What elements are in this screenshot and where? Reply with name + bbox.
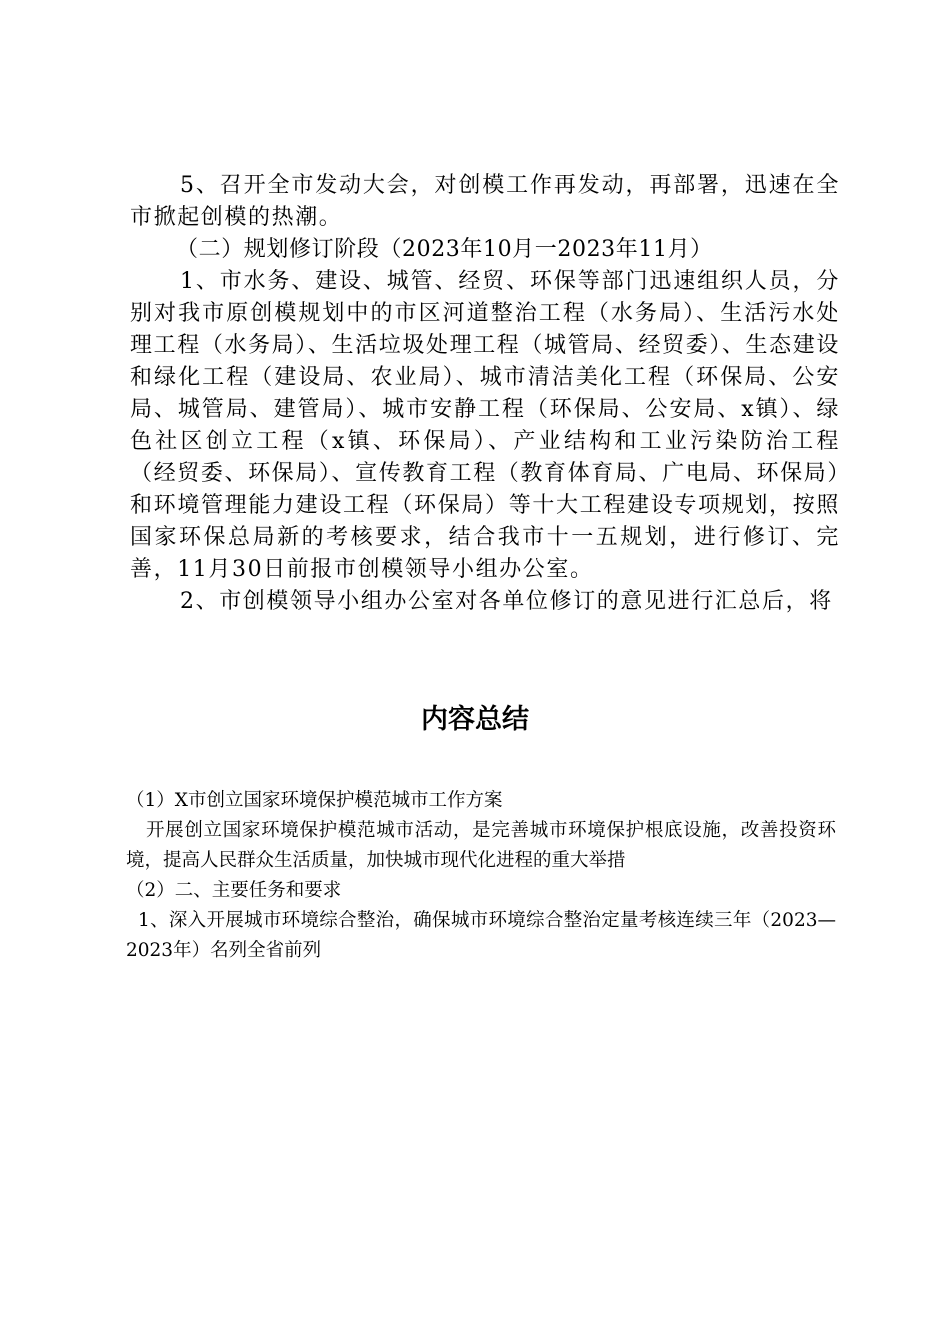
paragraph-departments-revision: 1、市水务、建设、城管、经贸、环保等部门迅速组织人员，分别对我市原创模规划中的市区河道整治工程（水务局）、生活污水处理工程（水务局）、生活垃圾处理工程（城管局、经贸委）、生态建设和绿化工程（建设局、农业局）、城市清洁美化工程（环保局、公安局、城管局、建管局）、城市安静工程（环保局、公安局、x镇）、绿色社区创立工程（x镇、环保局）、产业结构和工业污染防治工程（经贸委、环保局）、宣传教育工程（教育体育局、广电局、环保局）和环境管理能力建设工程（环保局）等十大工程建设专项规划，按照国家环保总局新的考核要求，结合我市十一五规划，进行修订、完善，11月30日前报市创模领导小组办公室。 — [130, 269, 840, 582]
summary-item-1-heading: （1）X市创立国家环境保护模范城市工作方案 — [126, 790, 503, 811]
summary-item-2-heading: （2）二、主要任务和要求 — [126, 880, 342, 901]
document-body — [130, 170, 840, 618]
summary-item-2-text: 1、深入开展城市环境综合整治，确保城市环境综合整治定量考核连续三年（2023—2023年）名列全省前列 — [126, 910, 836, 961]
summary-title: 内容总结 — [421, 704, 529, 735]
paragraph-summary-office: 2、市创模领导小组办公室对各单位修订的意见进行汇总后，将 — [180, 589, 833, 614]
paragraph-mobilization-meeting: 5、召开全市发动大会，对创模工作再发动，再部署，迅速在全市掀起创模的热潮。 — [130, 173, 840, 230]
summary-section — [126, 786, 836, 966]
section-heading-planning-revision: （二）规划修订阶段（2023年10月一2023年11月） — [176, 237, 713, 262]
summary-item-1-text: 开展创立国家环境保护模范城市活动，是完善城市环境保护根底设施，改善投资环境，提高人民群众生活质量，加快城市现代化进程的重大举措 — [126, 820, 836, 871]
